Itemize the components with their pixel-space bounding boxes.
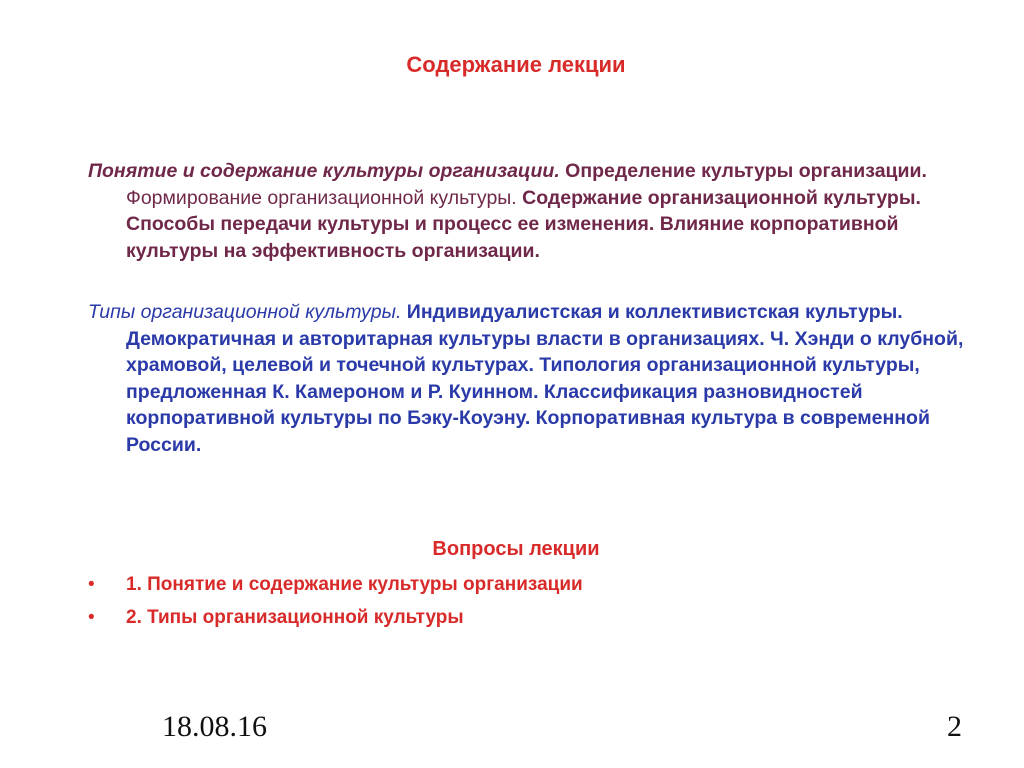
question-text: 2. Типы организационной культуры: [126, 607, 464, 628]
lecture-content-paragraph-1: [88, 158, 986, 264]
questions-title: Вопросы лекции: [432, 538, 600, 560]
paragraph-2-body: Индивидуалистская и коллективистская культуры. Демократичная и авторитарная культуры власти в организациях. Ч. Хэнди о клубной, храмовой, целевой и точечной культурах. Типология организационной культуры, предложенная К. Камероном и Р. Куинном. Классификация разновидностей корпоративной культуры по Бэку-Коуэну. Корпоративная культура в современной России.: [126, 301, 964, 456]
paragraph-1-sentence-3: Содержание организационной культуры. Способы передачи культуры и процесс ее изменения. Влияние корпоративной культуры на эффективность организации.: [126, 186, 921, 262]
question-text: 1. Понятие и содержание культуры организации: [126, 574, 583, 595]
slide-title: Содержание лекции: [406, 52, 626, 77]
topic-heading-culture-concept: Понятие и содержание культуры организации.: [88, 160, 560, 182]
lecture-content-paragraph-2: [88, 299, 986, 458]
bullet-icon: •: [88, 607, 95, 628]
paragraph-1-sentence-2: Формирование организационной культуры.: [126, 186, 517, 209]
topic-heading-culture-types: Типы организационной культуры.: [88, 301, 402, 323]
page-number: 2: [947, 710, 962, 743]
paragraph-1-sentence-1: Определение культуры организации.: [559, 160, 927, 182]
bullet-icon: •: [88, 574, 95, 595]
footer-date: 18.08.16: [162, 710, 267, 743]
